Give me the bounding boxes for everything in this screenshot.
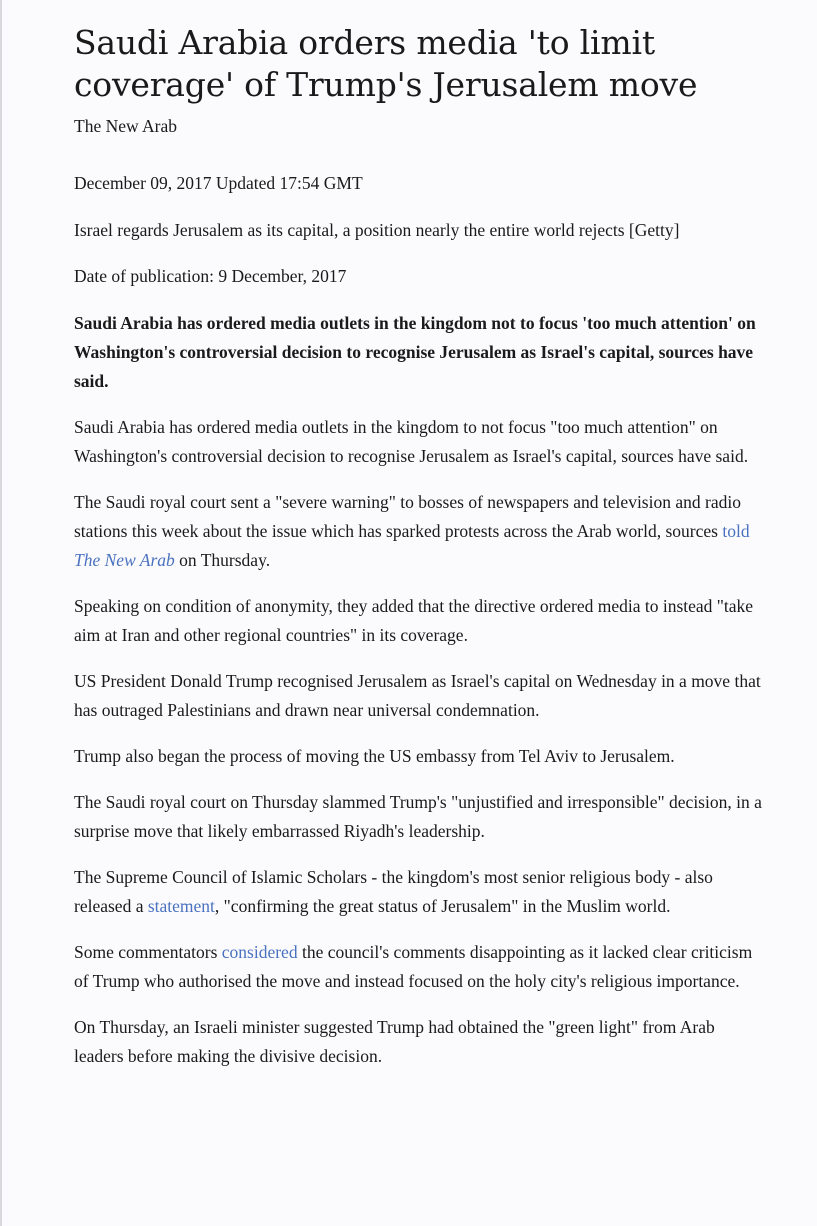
body-paragraph-5: Trump also began the process of moving the US embassy from Tel Aviv to Jerusalem. bbox=[74, 746, 675, 766]
article-lead: Saudi Arabia has ordered media outlets in the kingdom not to focus 'too much attention' on Washington's controversial decision to recognise Jerusalem as Israel's capital, sources have said. bbox=[74, 313, 756, 391]
body-paragraph-4: US President Donald Trump recognised Jerusalem as Israel's capital on Wednesday in a move that has outraged Palestinians and drawn near universal condemnation. bbox=[74, 671, 761, 720]
article-dateline: December 09, 2017 Updated 17:54 GMT bbox=[74, 173, 363, 193]
paragraph-text: Some commentators bbox=[74, 942, 222, 962]
paragraph-text: the council's comments disappointing as it lacked clear criticism of Trump who authorised the move and instead focused on the holy city's religious importance. bbox=[74, 942, 753, 991]
body-paragraph-1: Saudi Arabia has ordered media outlets in the kingdom to not focus "too much attention" on Washington's controversial decision to recognise Jerusalem as Israel's capital, sources have said. bbox=[74, 417, 749, 466]
body-paragraph-7 bbox=[74, 863, 764, 921]
paragraph-text: , "confirming the great status of Jerusalem" in the Muslim world. bbox=[214, 896, 671, 916]
paragraph-text: on Thursday. bbox=[174, 550, 271, 570]
body-paragraph-6: The Saudi royal court on Thursday slammed Trump's "unjustified and irresponsible" decision, in a surprise move that likely embarrassed Riyadh's leadership. bbox=[74, 792, 762, 841]
outlet-name: The New Arab bbox=[74, 550, 175, 570]
paragraph-text: The Saudi royal court sent a "severe warning" to bosses of newspapers and television and radio stations this week about the issue which has sparked protests across the Arab world, sources bbox=[74, 492, 741, 541]
body-paragraph-9: On Thursday, an Israeli minister suggested Trump had obtained the "green light" from Arab leaders before making the divisive decision. bbox=[74, 1017, 715, 1066]
body-paragraph-8 bbox=[74, 938, 764, 996]
body-paragraph-3: Speaking on condition of anonymity, they added that the directive ordered media to instead "take aim at Iran and other regional countries" in its coverage. bbox=[74, 596, 754, 645]
article bbox=[74, 22, 764, 1071]
article-title: Saudi Arabia orders media 'to limit coverage' of Trump's Jerusalem move bbox=[74, 23, 698, 104]
publication-date: Date of publication: 9 December, 2017 bbox=[74, 266, 347, 286]
article-source: The New Arab bbox=[74, 116, 178, 136]
image-caption: Israel regards Jerusalem as its capital, a position nearly the entire world rejects [Getty] bbox=[74, 220, 680, 240]
considered-link[interactable]: considered bbox=[221, 942, 298, 962]
paragraph-text: The Supreme Council of Islamic Scholars - the kingdom's most senior religious body - also released a bbox=[74, 867, 713, 916]
body-paragraph-2 bbox=[74, 488, 764, 575]
told-the-new-arab-link[interactable]: told The New Arab bbox=[74, 521, 750, 570]
statement-link[interactable]: statement bbox=[147, 896, 215, 916]
